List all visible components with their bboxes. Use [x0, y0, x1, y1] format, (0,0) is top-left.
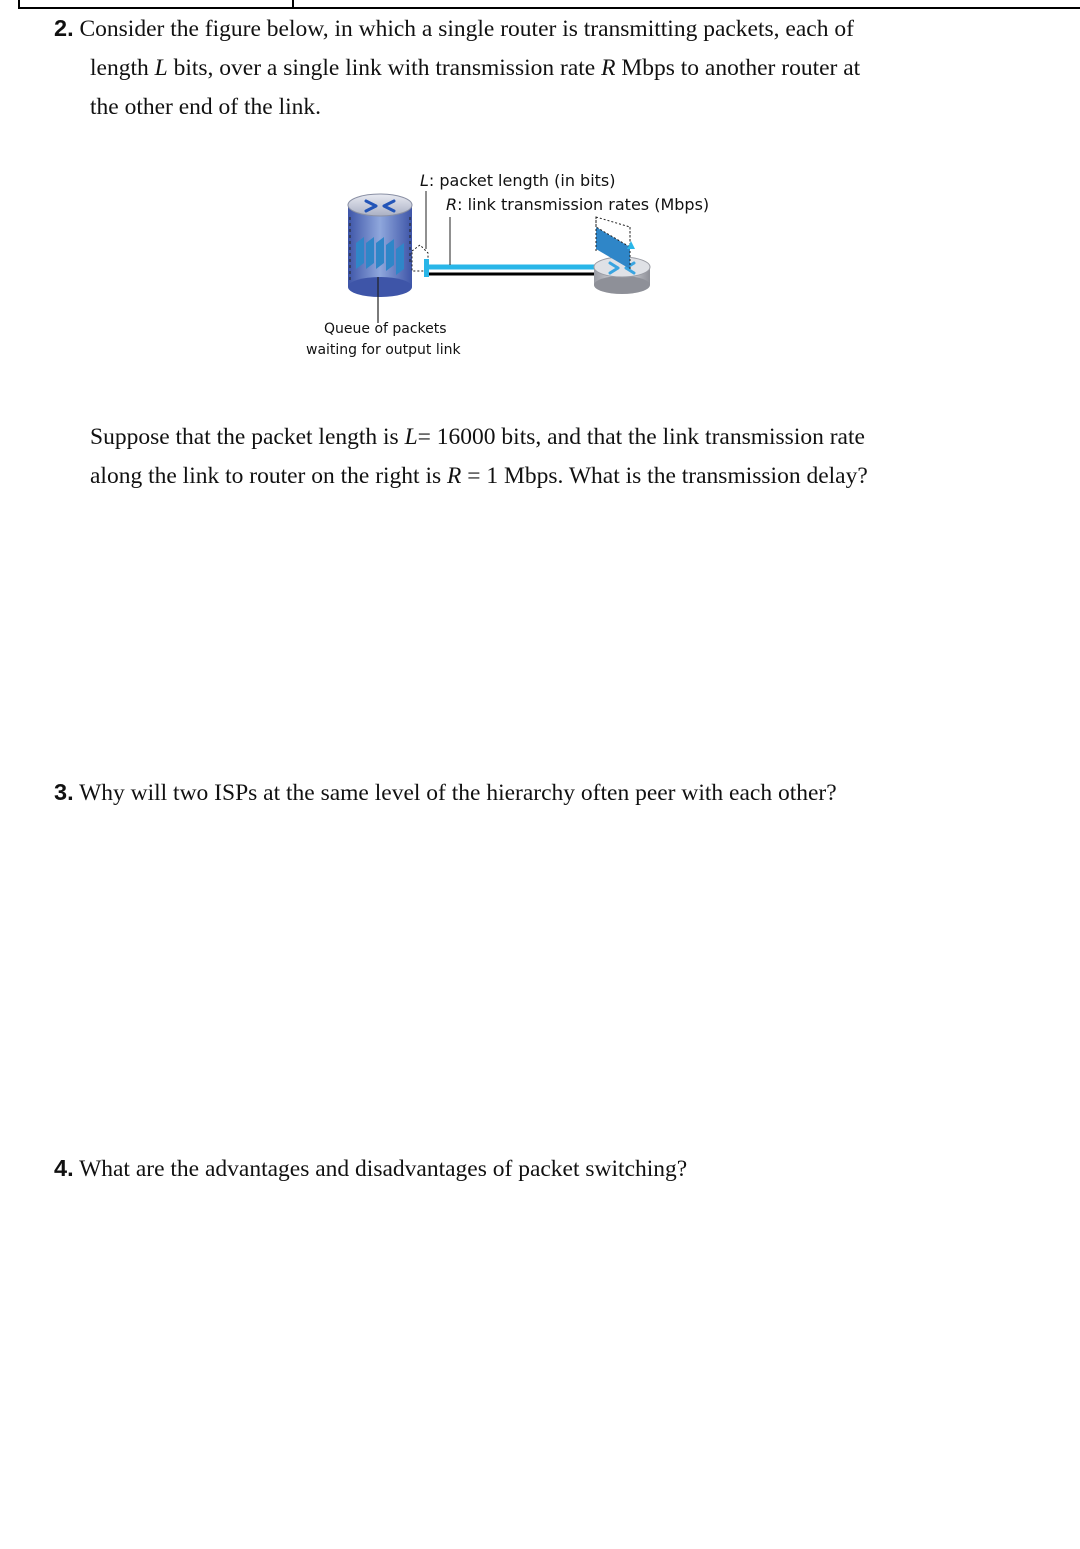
- text-span: = 16000 bits, and that the link transmission rate: [417, 424, 865, 450]
- text-span: = 1 Mbps. What is the transmission delay?: [461, 463, 868, 489]
- question-text: What are the advantages and disadvantages of packet switching?: [79, 1156, 688, 1182]
- queue-label-line1: Queue of packets: [324, 321, 447, 337]
- text-span: length: [90, 55, 155, 81]
- label-var: L: [420, 171, 429, 190]
- page-top-border: [18, 0, 1080, 9]
- label-R: [446, 195, 709, 214]
- question-2-line1: [54, 9, 954, 49]
- text-span: Mbps to another router at: [615, 55, 861, 81]
- text-span: bits, over a single link with transmission rate: [167, 55, 602, 81]
- variable-R: R: [601, 55, 616, 81]
- question-text: Consider the figure below, in which a single router is transmitting packets, each of: [79, 16, 854, 42]
- question-3: [54, 773, 954, 813]
- question-2-line2: [54, 49, 954, 88]
- variable-R: R: [447, 463, 462, 489]
- subquestion-line1: [90, 418, 970, 457]
- text-span: Suppose that the packet length is: [90, 424, 405, 450]
- label-text: : link transmission rates (Mbps): [457, 195, 710, 214]
- variable-L: L: [154, 55, 168, 81]
- queue-label-line2: waiting for output link: [306, 342, 461, 358]
- question-number: 3.: [54, 779, 74, 805]
- question-2-line3: the other end of the link.: [90, 94, 322, 120]
- question-2: [54, 9, 954, 127]
- subquestion-line2: [90, 457, 970, 496]
- question-number: 4.: [54, 1155, 74, 1181]
- question-2-subquestion: [90, 418, 970, 496]
- text-span: along the link to router on the right is: [90, 463, 448, 489]
- question-text: Why will two ISPs at the same level of the hierarchy often peer with each other?: [79, 780, 837, 806]
- variable-L: L: [404, 424, 418, 450]
- question-4: [54, 1149, 954, 1189]
- router-link-figure: [300, 165, 730, 370]
- label-text: : packet length (in bits): [428, 171, 616, 190]
- label-var: R: [446, 195, 458, 214]
- link-start-marker: [424, 259, 429, 277]
- border-tick: [292, 0, 294, 9]
- question-number: 2.: [54, 15, 74, 41]
- label-L: [420, 171, 616, 190]
